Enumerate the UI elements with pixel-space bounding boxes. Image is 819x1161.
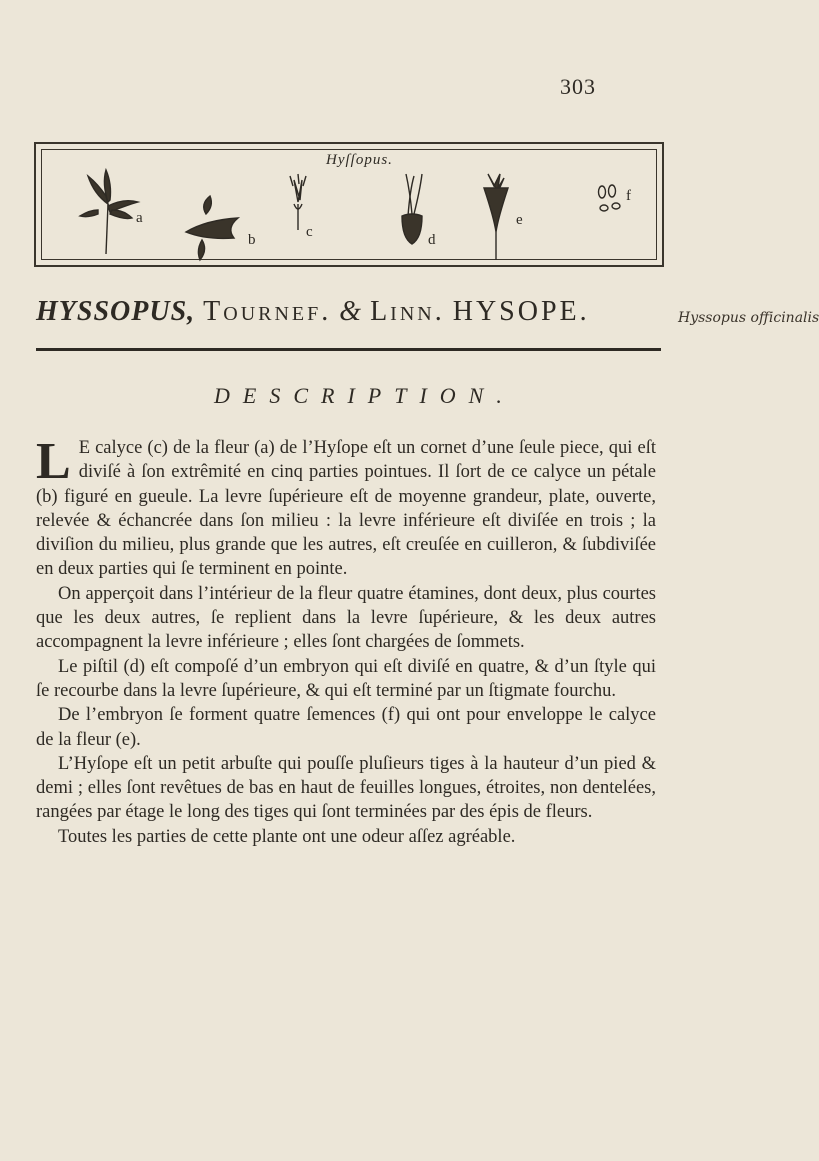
figure-label-b: b	[248, 232, 256, 248]
drop-cap: L	[36, 433, 71, 490]
page-number: 303	[560, 74, 596, 99]
figure-label-e: e	[516, 212, 523, 228]
paragraph-5: L’Hyſope eſt un petit arbuſte qui pouſſe pluſieurs tiges à la hauteur d’un pied & demi ; elles ſont revêtues de bas en haut de feuilles longues, étroites, non dentelées, rangées par étage le long des tiges qui ſont terminées par des épis de fleurs.	[36, 753, 656, 823]
fruiting-calyx-illustration-e	[484, 174, 508, 260]
corolla-illustration-b	[186, 196, 238, 260]
paragraph-1-text: E calyce (c) de la fleur (a) de l’Hyſope eſt un cornet d’une ſeule piece, qui eſt diviſé à ſon extrêmité en cinq parties pointues. Il ſort de ce calyce un pétale (b) figuré en gueule. La levre ſupérieure eſt de moyenne grandeur, plate, ouverte, relevée & échancrée dans ſon milieu : la levre inférieure eſt diviſée en trois ; la diviſion du milieu, plus grande que les autres, eſt creuſée en cuilleron, & ſubdiviſée en deux parties qui ſe terminent en pointe.	[36, 438, 656, 580]
author-tournefort: Tournef.	[203, 296, 332, 327]
figure-label-c: c	[306, 224, 313, 240]
paragraph-1	[36, 433, 656, 582]
author-linnaeus: Linn.	[370, 296, 445, 327]
pistil-illustration-d	[402, 174, 422, 244]
paragraph-6: Toutes les parties de cette plante ont une odeur aſſez agréable.	[58, 826, 516, 847]
genus-heading	[36, 296, 590, 328]
plate-illustrations	[36, 144, 666, 269]
figure-label-a: a	[136, 210, 143, 226]
calyx-illustration-c	[290, 174, 306, 230]
section-title: DESCRIPTION.	[214, 383, 515, 408]
description-body	[36, 433, 656, 849]
ampersand: &	[339, 296, 363, 327]
plate-title: Hyſſopus.	[326, 152, 393, 168]
seeds-illustration-f	[599, 185, 621, 211]
heading-rule	[36, 348, 661, 351]
french-name: HYSOPE.	[452, 296, 590, 327]
engraved-plate	[34, 142, 664, 267]
paragraph-4: De l’embryon ſe forment quatre ſemences (f) qui ont pour enveloppe le calyce de la fleur (e).	[36, 705, 656, 750]
paragraph-2: On apperçoit dans l’intérieur de la fleur quatre étamines, dont deux, plus courtes que les deux autres, ſe replient dans la levre ſupérieure, & les deux autres accompagnent la levre inférieure ; elles ſont chargées de ſommets.	[36, 583, 656, 653]
figure-label-f: f	[626, 188, 631, 204]
genus-name: HYSSOPUS,	[36, 296, 196, 327]
flower-illustration-a	[80, 170, 138, 254]
figure-label-d: d	[428, 232, 436, 248]
handwritten-annotation: Hyssopus officinalis	[678, 310, 819, 326]
paragraph-3: Le piſtil (d) eſt compoſé d’un embryon qui eſt diviſé en quatre, & d’un ſtyle qui ſe recourbe dans la levre ſupérieure, & qui eſt terminé par un ſtigmate fourchu.	[36, 656, 656, 701]
